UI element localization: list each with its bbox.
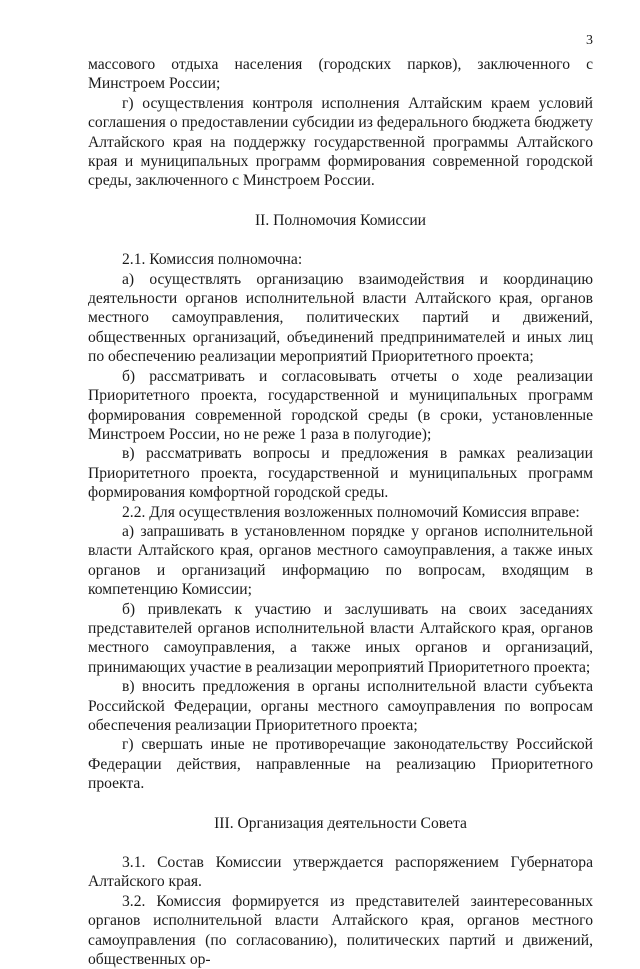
paragraph: 3.2. Комиссия формируется из представителей заинтересованных органов исполнительной власти Алтайского края, органов местного самоуправления (по согласованию), политических партий и движений, общественных ор- xyxy=(88,892,593,969)
document-body xyxy=(88,55,593,969)
paragraph: в) вносить предложения в органы исполнительной власти субъекта Российской Федерации, органы местного самоуправления по вопросам обеспечения реализации Приоритетного проекта; xyxy=(88,678,593,734)
section-gap xyxy=(88,833,593,853)
section-heading: III. Организация деятельности Совета xyxy=(214,814,467,832)
paragraph: массового отдыха населения (городских парков), заключенного с Минстроем России; xyxy=(88,56,593,93)
paragraph: 2.2. Для осуществления возложенных полномочий Комиссия вправе: xyxy=(122,503,580,521)
paragraph: а) запрашивать в установленном порядке у органов исполнительной власти Алтайского края, органов местного самоуправления, а также иных органов и организаций информацию по вопросам, входящим в компетенцию Комиссии; xyxy=(88,522,593,599)
paragraph: б) рассматривать и согласовывать отчеты о ходе реализации Приоритетного проекта, государственной и муниципальных программ формирования современной городской среды (в сроки, установленные Минстроем России, но не реже 1 раза в полугодие); xyxy=(88,367,593,443)
section-gap xyxy=(88,191,593,211)
paragraph: г) осуществления контроля исполнения Алтайским краем условий соглашения о предоставлении субсидии из федерального бюджета бюджету Алтайского края на поддержку государственной программы Алтайского края и муниципальных программ формирования современной городской среды, заключенного с Минстроем России. xyxy=(88,94,593,190)
paragraph: 2.1. Комиссия полномочна: xyxy=(122,251,303,269)
section-gap xyxy=(88,230,593,250)
paragraph: 3.1. Состав Комиссии утверждается распоряжением Губернатора Алтайского края. xyxy=(88,854,593,891)
paragraph: в) рассматривать вопросы и предложения в рамках реализации Приоритетного проекта, государственной и муниципальных программ формирования комфортной городской среды. xyxy=(88,445,593,502)
page-number: 3 xyxy=(586,33,593,48)
section-heading: II. Полномочия Комиссии xyxy=(254,211,427,229)
paragraph: г) свершать иные не противоречащие законодательству Российской Федерации действия, направленные на реализацию Приоритетного проекта. xyxy=(88,736,593,793)
section-gap xyxy=(88,794,593,814)
paragraph: а) осуществлять организацию взаимодействия и координацию деятельности органов исполнительной власти Алтайского края, органов местного самоуправления, политических партий и движений, общественных организаций, объединений предпринимателей и иных лиц по обеспечению реализации мероприятий Приоритетного проекта; xyxy=(88,270,593,366)
paragraph: б) привлекать к участию и заслушивать на своих заседаниях представителей органов исполнительной власти Алтайского края, органов местного самоуправления, а также иных органов и организаций, принимающих участие в реализации мероприятий Приоритетного проекта; xyxy=(88,600,593,676)
